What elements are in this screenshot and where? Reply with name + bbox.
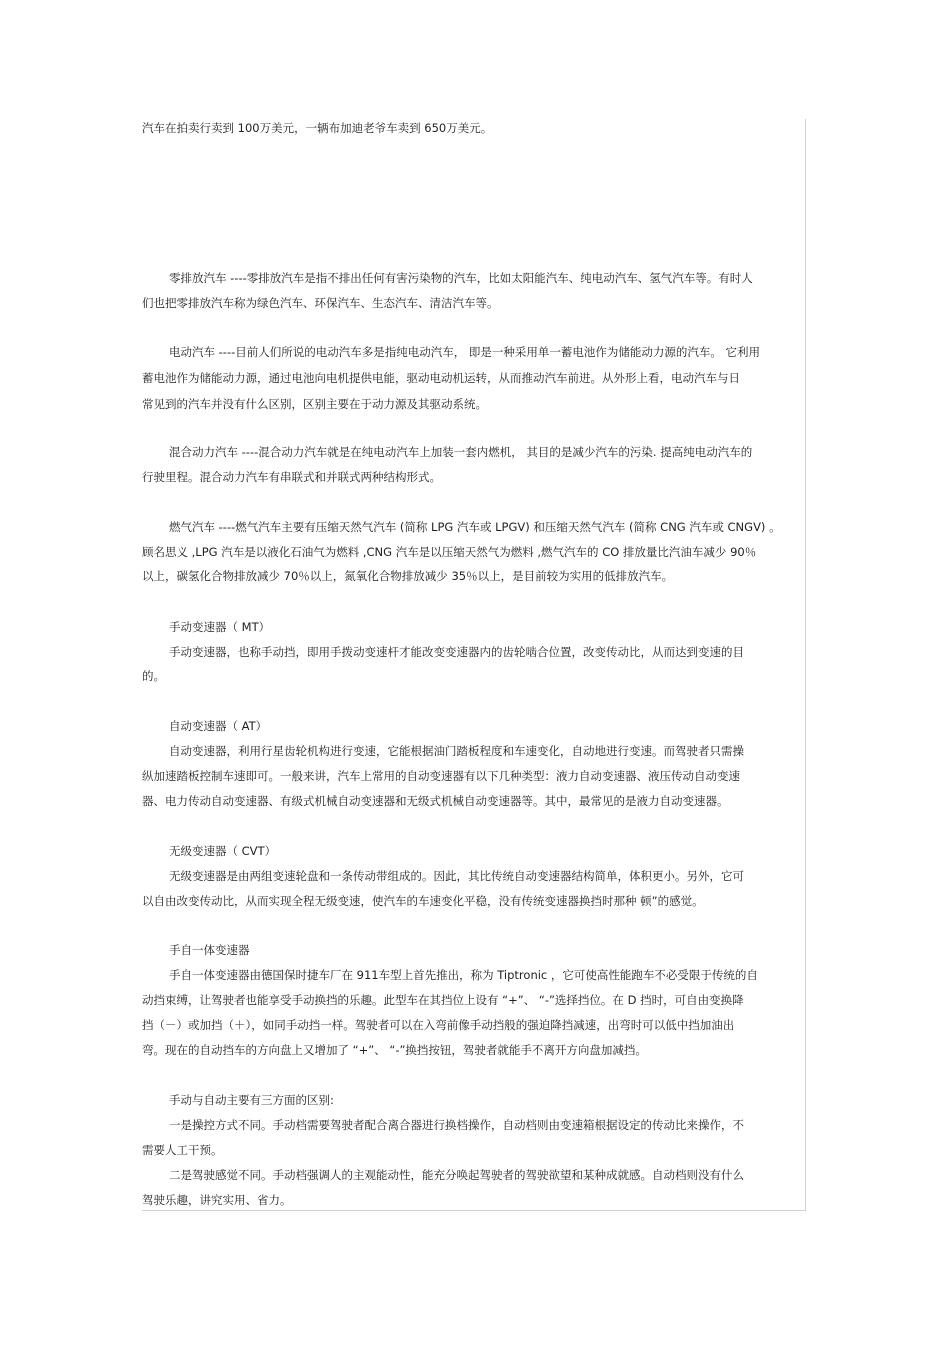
tiptronic-line: 动挡束缚，让驾驶者也能享受手动换挡的乐趣。此型车在其挡位上设有 “+”、 “-”选择挡位。在 D 挡时，可自由变换降: [142, 993, 744, 1007]
diff-line: 一是操控方式不同。手动档需要驾驶者配合离合器进行换档操作，自动档则由变速箱根据设定的传动比来操作，不: [169, 1118, 744, 1132]
electric-line: 蓄电池作为储能动力源，通过电池向电机提供电能，驱动电动机运转，从而推动汽车前进。从外形上看，电动汽车与日: [142, 371, 740, 385]
intro-line: 汽车在拍卖行卖到 100万美元，一辆布加迪老爷车卖到 650万美元。: [142, 121, 493, 135]
mt-line: 手动变速器，也称手动挡，即用手拨动变速杆才能改变变速器内的齿轮啮合位置，改变传动比，从而达到变速的目: [169, 645, 744, 659]
at-line: 纵加速踏板控制车速即可。一般来讲，汽车上常用的自动变速器有以下几种类型：液力自动变速器、液压传动自动变速: [142, 769, 740, 783]
cvt-line: 以自由改变传动比，从而实现全程无级变速，使汽车的车速变化平稳，没有传统变速器换挡时那种 顿”的感觉。: [142, 894, 704, 908]
hybrid-line: 混合动力汽车 ----混合动力汽车就是在纯电动汽车上加装一套内燃机， 其目的是减少汽车的污染. 提高纯电动汽车的: [169, 445, 753, 459]
gas-line: 燃气汽车 ----燃气汽车主要有压缩天然气汽车 (简称 LPG 汽车或 LPGV) 和压缩天然气汽车 (简称 CNG 汽车或 CNGV) 。: [169, 520, 781, 534]
diff-line: 驾驶乐趣，讲究实用、省力。: [142, 1193, 292, 1207]
mt-line: 的。: [142, 669, 165, 683]
zero-emission-line: 零排放汽车 ----零排放汽车是指不排出任何有害污染物的汽车，比如太阳能汽车、纯电动汽车、氢气汽车等。有时人: [169, 271, 753, 285]
diff-heading: 手动与自动主要有三方面的区别:: [169, 1093, 334, 1107]
hybrid-line: 行驶里程。混合动力汽车有串联式和并联式两种结构形式。: [142, 470, 441, 484]
gas-line: 顾名思义 ,LPG 汽车是以液化石油气为燃料 ,CNG 汽车是以压缩天然气为燃料 ,燃气汽车的 CO 排放量比汽油车减少 90％: [142, 545, 757, 559]
at-line: 自动变速器，利用行星齿轮机构进行变速，它能根据油门踏板程度和车速变化，自动地进行变速。而驾驶者只需操: [169, 744, 744, 758]
at-heading: 自动变速器（ AT）: [169, 719, 268, 733]
tiptronic-line: 挡（－）或加挡（＋），如同手动挡一样。驾驶者可以在入弯前像手动挡般的强迫降挡减速，出弯时可以低中挡加油出: [142, 1018, 735, 1032]
cvt-heading: 无级变速器（ CVT）: [169, 844, 277, 858]
electric-line: 常见到的汽车并没有什么区别，区别主要在于动力源及其驱动系统。: [142, 397, 487, 411]
tiptronic-line: 弯。现在的自动挡车的方向盘上又增加了 “+”、 “-”换挡按钮，驾驶者就能手不离开方向盘加减挡。: [142, 1043, 647, 1057]
mt-heading: 手动变速器（ MT）: [169, 620, 271, 634]
cvt-line: 无级变速器是由两组变速轮盘和一条传动带组成的。因此，其比传统自动变速器结构简单，体积更小。另外，它可: [169, 869, 744, 883]
tiptronic-heading: 手自一体变速器: [169, 943, 250, 957]
at-line: 器、电力传动自动变速器、有级式机械自动变速器和无级式机械自动变速器等。其中，最常见的是液力自动变速器。: [142, 794, 729, 808]
diff-line: 需要人工干预。: [142, 1143, 223, 1157]
tiptronic-line: 手自一体变速器由德国保时捷车厂在 911车型上首先推出，称为 Tiptronic ，它可使高性能跑车不必受限于传统的自: [169, 968, 758, 982]
diff-line: 二是驾驶感觉不同。手动档强调人的主观能动性，能充分唤起驾驶者的驾驶欲望和某种成就感。自动档则没有什么: [169, 1168, 744, 1182]
gas-line: 以上，碳氢化合物排放减少 70％以上，氮氧化合物排放减少 35％以上，是目前较为实用的低排放汽车。: [142, 569, 674, 583]
electric-line: 电动汽车 ----目前人们所说的电动汽车多是指纯电动汽车， 即是一种采用单一蓄电池作为储能动力源的汽车。 它利用: [169, 345, 761, 359]
zero-emission-line: 们也把零排放汽车称为绿色汽车、环保汽车、生态汽车、清洁汽车等。: [142, 296, 499, 310]
